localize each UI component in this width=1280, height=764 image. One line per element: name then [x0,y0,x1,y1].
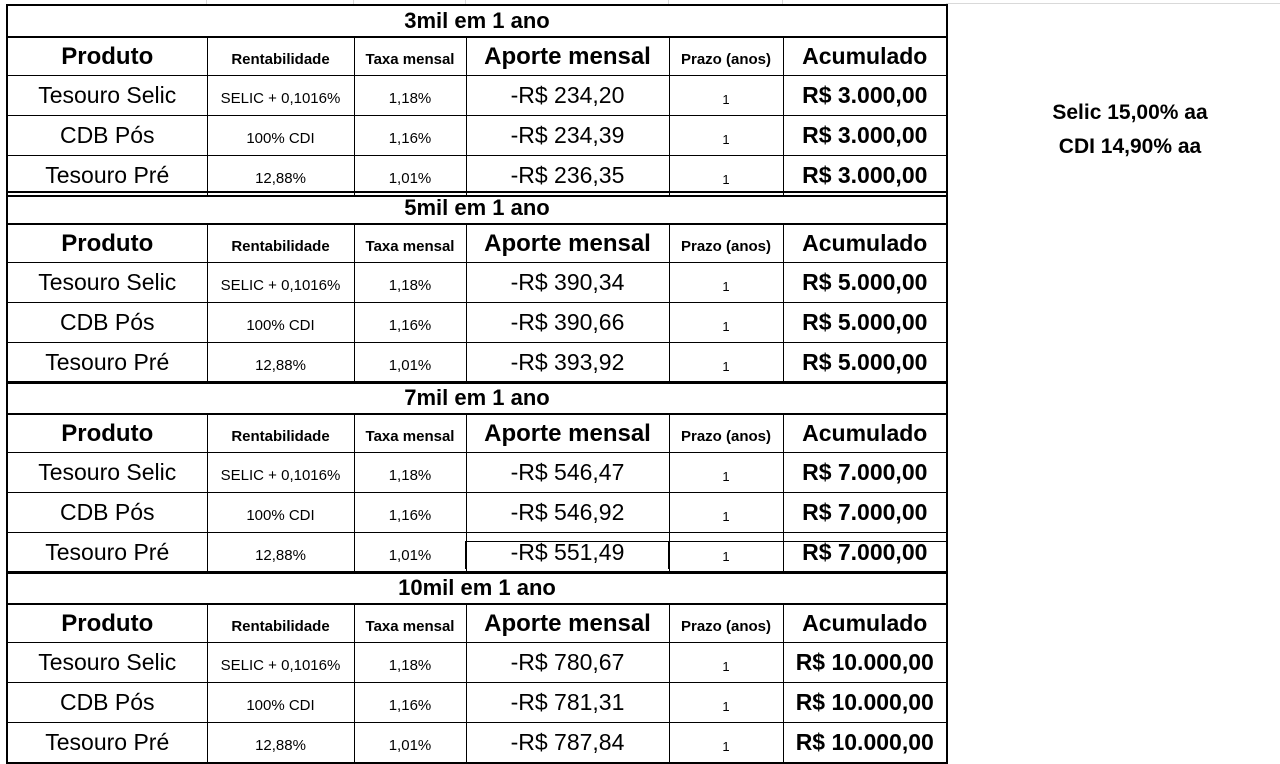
cell-acumulado[interactable]: R$ 7.000,00 [783,493,947,533]
header-aporte-mensal[interactable]: Aporte mensal [466,224,669,263]
cell-prazo[interactable]: 1 [669,453,783,493]
header-taxa-mensal[interactable]: Taxa mensal [354,604,466,643]
cell-taxa-mensal[interactable]: 1,01% [354,723,466,764]
header-prazo[interactable]: Prazo (anos) [669,414,783,453]
header-produto[interactable]: Produto [7,604,207,643]
table-row [7,263,947,303]
cell-produto[interactable]: Tesouro Pré [7,723,207,764]
header-produto[interactable]: Produto [7,37,207,76]
cell-aporte-mensal[interactable]: -R$ 390,34 [466,263,669,303]
cell-produto[interactable]: Tesouro Pré [7,533,207,574]
header-produto[interactable]: Produto [7,224,207,263]
cell-acumulado[interactable]: R$ 7.000,00 [783,533,947,574]
cell-produto[interactable]: CDB Pós [7,116,207,156]
table-row [7,723,947,764]
header-produto[interactable]: Produto [7,414,207,453]
cell-produto[interactable]: CDB Pós [7,493,207,533]
cell-prazo[interactable]: 1 [669,263,783,303]
cell-rentabilidade[interactable]: 12,88% [207,533,354,574]
table-row [7,343,947,384]
cell-taxa-mensal[interactable]: 1,18% [354,643,466,683]
cell-acumulado[interactable]: R$ 3.000,00 [783,116,947,156]
cell-prazo[interactable]: 1 [669,493,783,533]
cell-produto[interactable]: Tesouro Pré [7,343,207,384]
cell-acumulado[interactable]: R$ 5.000,00 [783,303,947,343]
header-acumulado[interactable]: Acumulado [783,37,947,76]
cell-taxa-mensal[interactable]: 1,01% [354,533,466,574]
header-taxa-mensal[interactable]: Taxa mensal [354,224,466,263]
table-title[interactable]: 7mil em 1 ano [7,382,947,414]
table-title[interactable]: 10mil em 1 ano [7,572,947,604]
cell-acumulado[interactable]: R$ 7.000,00 [783,453,947,493]
cell-acumulado[interactable]: R$ 10.000,00 [783,643,947,683]
cell-produto[interactable]: CDB Pós [7,303,207,343]
cell-produto[interactable]: CDB Pós [7,683,207,723]
cell-prazo[interactable]: 1 [669,683,783,723]
cell-taxa-mensal[interactable]: 1,18% [354,76,466,116]
cell-aporte-mensal[interactable]: -R$ 390,66 [466,303,669,343]
table-title[interactable]: 3mil em 1 ano [7,5,947,37]
cell-aporte-mensal[interactable]: -R$ 546,47 [466,453,669,493]
table-row [7,683,947,723]
cell-produto[interactable]: Tesouro Selic [7,76,207,116]
cell-aporte-mensal[interactable]: -R$ 781,31 [466,683,669,723]
cell-taxa-mensal[interactable]: 1,16% [354,303,466,343]
header-acumulado[interactable]: Acumulado [783,224,947,263]
cell-prazo[interactable]: 1 [669,156,783,197]
table-row [7,156,947,197]
cell-acumulado[interactable]: R$ 10.000,00 [783,683,947,723]
investment-table [6,191,948,384]
cell-rentabilidade[interactable]: 12,88% [207,723,354,764]
header-aporte-mensal[interactable]: Aporte mensal [466,604,669,643]
cell-rentabilidade[interactable]: 100% CDI [207,116,354,156]
investment-table [6,4,948,197]
cell-aporte-mensal[interactable]: -R$ 551,49 [466,533,669,574]
selic-rate-note: Selic 15,00% aa [1052,101,1208,124]
cell-taxa-mensal[interactable]: 1,18% [354,453,466,493]
cell-rentabilidade[interactable]: 12,88% [207,343,354,384]
cell-prazo[interactable]: 1 [669,723,783,764]
header-aporte-mensal[interactable]: Aporte mensal [466,414,669,453]
header-aporte-mensal[interactable]: Aporte mensal [466,37,669,76]
cell-aporte-mensal[interactable]: -R$ 393,92 [466,343,669,384]
header-taxa-mensal[interactable]: Taxa mensal [354,37,466,76]
cell-rentabilidade[interactable]: 100% CDI [207,683,354,723]
cell-acumulado[interactable]: R$ 10.000,00 [783,723,947,764]
cell-aporte-mensal[interactable]: -R$ 236,35 [466,156,669,197]
cell-produto[interactable]: Tesouro Selic [7,263,207,303]
cell-prazo[interactable]: 1 [669,533,783,574]
header-rentabilidade[interactable]: Rentabilidade [207,224,354,263]
cell-aporte-mensal[interactable]: -R$ 546,92 [466,493,669,533]
cell-acumulado[interactable]: R$ 5.000,00 [783,343,947,384]
cell-rentabilidade[interactable]: SELIC + 0,1016% [207,76,354,116]
cell-taxa-mensal[interactable]: 1,16% [354,116,466,156]
cell-prazo[interactable]: 1 [669,643,783,683]
cell-acumulado[interactable]: R$ 5.000,00 [783,263,947,303]
cell-prazo[interactable]: 1 [669,303,783,343]
header-rentabilidade[interactable]: Rentabilidade [207,37,354,76]
cell-taxa-mensal[interactable]: 1,01% [354,343,466,384]
cell-prazo[interactable]: 1 [669,76,783,116]
cell-aporte-mensal[interactable]: -R$ 234,39 [466,116,669,156]
header-prazo[interactable]: Prazo (anos) [669,224,783,263]
cell-rentabilidade[interactable]: 12,88% [207,156,354,197]
cell-taxa-mensal[interactable]: 1,16% [354,683,466,723]
table-row [7,643,947,683]
cell-rentabilidade[interactable]: 100% CDI [207,303,354,343]
cell-rentabilidade[interactable]: SELIC + 0,1016% [207,263,354,303]
cell-rentabilidade[interactable]: SELIC + 0,1016% [207,453,354,493]
table-row [7,493,947,533]
cell-taxa-mensal[interactable]: 1,01% [354,156,466,197]
cell-taxa-mensal[interactable]: 1,16% [354,493,466,533]
cell-prazo[interactable]: 1 [669,116,783,156]
cell-aporte-mensal[interactable]: -R$ 780,67 [466,643,669,683]
header-prazo[interactable]: Prazo (anos) [669,604,783,643]
header-rentabilidade[interactable]: Rentabilidade [207,604,354,643]
cell-produto[interactable]: Tesouro Pré [7,156,207,197]
cell-aporte-mensal[interactable]: -R$ 234,20 [466,76,669,116]
cell-prazo[interactable]: 1 [669,343,783,384]
header-taxa-mensal[interactable]: Taxa mensal [354,414,466,453]
cell-rentabilidade[interactable]: 100% CDI [207,493,354,533]
cell-taxa-mensal[interactable]: 1,18% [354,263,466,303]
cell-aporte-mensal[interactable]: -R$ 787,84 [466,723,669,764]
cell-acumulado[interactable]: R$ 3.000,00 [783,156,947,197]
table-row [7,303,947,343]
table-row [7,76,947,116]
investment-table [6,381,948,574]
header-prazo[interactable]: Prazo (anos) [669,37,783,76]
header-acumulado[interactable]: Acumulado [783,414,947,453]
table-row [7,116,947,156]
cell-produto[interactable]: Tesouro Selic [7,453,207,493]
header-rentabilidade[interactable]: Rentabilidade [207,414,354,453]
cell-produto[interactable]: Tesouro Selic [7,643,207,683]
investment-table [6,571,948,764]
cell-acumulado[interactable]: R$ 3.000,00 [783,76,947,116]
table-title[interactable]: 5mil em 1 ano [7,192,947,224]
header-acumulado[interactable]: Acumulado [783,604,947,643]
cell-rentabilidade[interactable]: SELIC + 0,1016% [207,643,354,683]
table-row [7,453,947,493]
table-row [7,533,947,574]
cdi-rate-note: CDI 14,90% aa [1058,135,1202,158]
